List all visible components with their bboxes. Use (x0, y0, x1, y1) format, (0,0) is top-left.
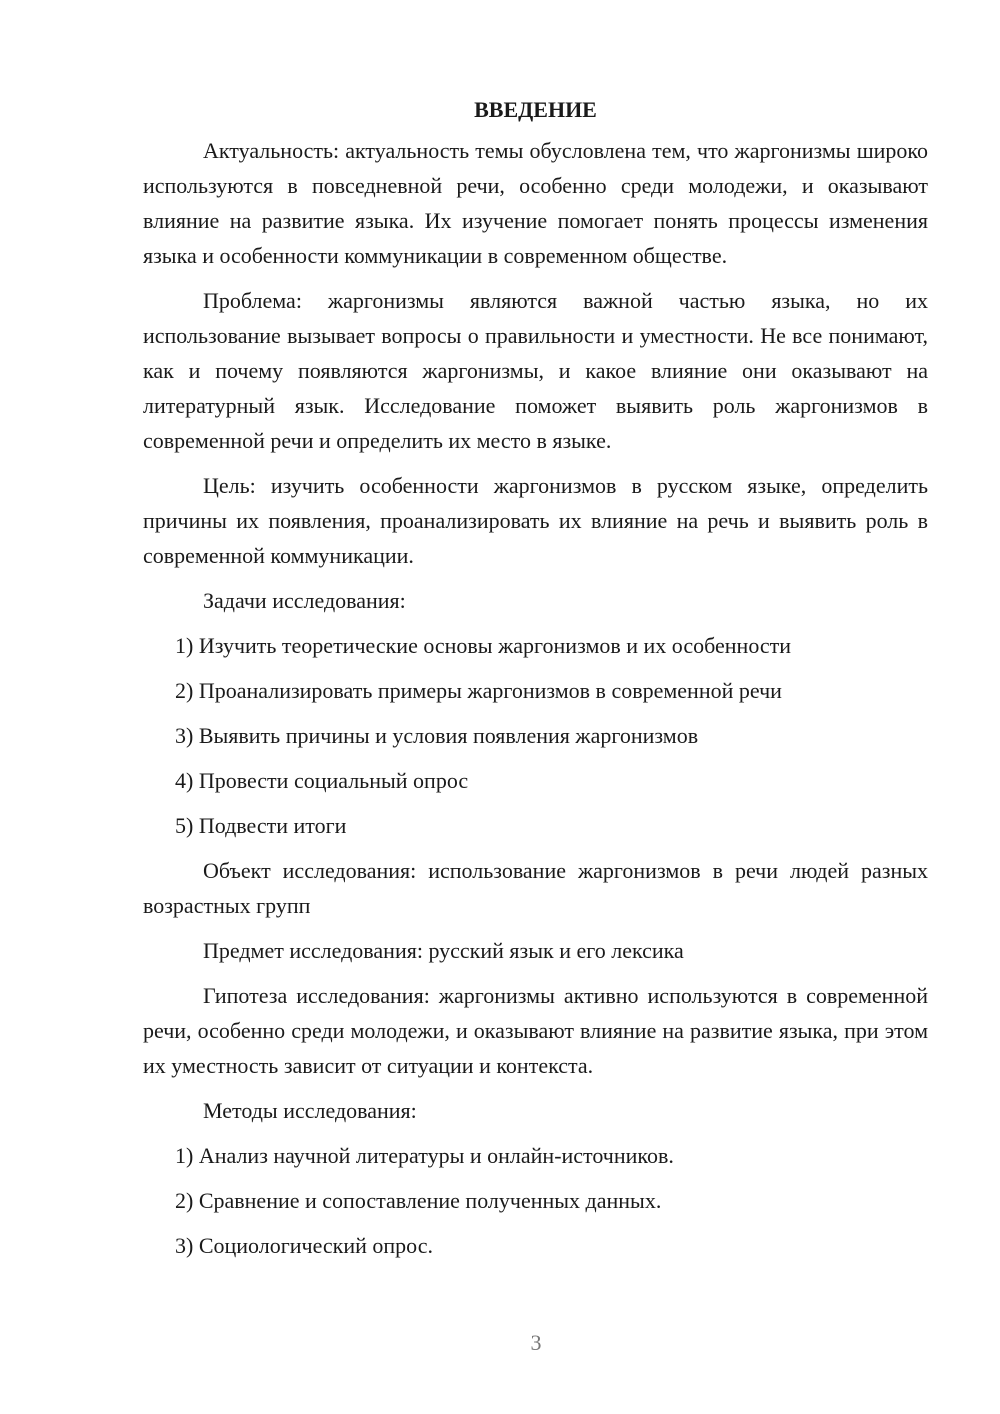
section-heading: ВВЕДЕНИЕ (474, 97, 597, 122)
hypothesis-paragraph: Гипотеза исследования: жаргонизмы активно используются в современной речи, особенно среди молодежи, и оказывают влияние на развитие языка, при этом их уместность зависит от ситуации и контекста. (143, 983, 928, 1078)
task-item: 5) Подвести итоги (175, 813, 347, 838)
methods-label: Методы исследования: (203, 1098, 417, 1123)
methods-list (143, 1138, 928, 1263)
method-item: 2) Сравнение и сопоставление полученных данных. (175, 1188, 662, 1213)
task-item: 1) Изучить теоретические основы жаргонизмов и их особенности (175, 633, 792, 658)
method-item: 1) Анализ научной литературы и онлайн-источников. (175, 1143, 674, 1168)
subject-paragraph: Предмет исследования: русский язык и его лексика (203, 938, 684, 963)
task-item: 3) Выявить причины и условия появления жаргонизмов (175, 723, 699, 748)
tasks-list (143, 628, 928, 843)
relevance-paragraph: Актуальность: актуальность темы обусловлена тем, что жаргонизмы широко используются в повседневной речи, особенно среди молодежи, и оказывают влияние на развитие языка. Их изучение помогает понять процессы изменения языка и особенности коммуникации в современном обществе. (143, 138, 928, 268)
problem-paragraph: Проблема: жаргонизмы являются важной частью языка, но их использование вызывает вопросы о правильности и уместности. Не все понимают, как и почему появляются жаргонизмы, и какое влияние они оказывают на литературный язык. Исследование поможет выявить роль жаргонизмов в современной речи и определить их место в языке. (143, 288, 928, 453)
object-paragraph: Объект исследования: использование жаргонизмов в речи людей разных возрастных групп (143, 858, 928, 918)
task-item: 2) Проанализировать примеры жаргонизмов в современной речи (175, 678, 782, 703)
page-content (143, 92, 928, 1273)
tasks-label: Задачи исследования: (203, 588, 406, 613)
task-item: 4) Провести социальный опрос (175, 768, 469, 793)
goal-paragraph: Цель: изучить особенности жаргонизмов в русском языке, определить причины их появления, проанализировать их влияние на речь и выявить роль в современной коммуникации. (143, 473, 928, 568)
method-item: 3) Социологический опрос. (175, 1233, 433, 1258)
page-number: 3 (530, 1330, 542, 1355)
